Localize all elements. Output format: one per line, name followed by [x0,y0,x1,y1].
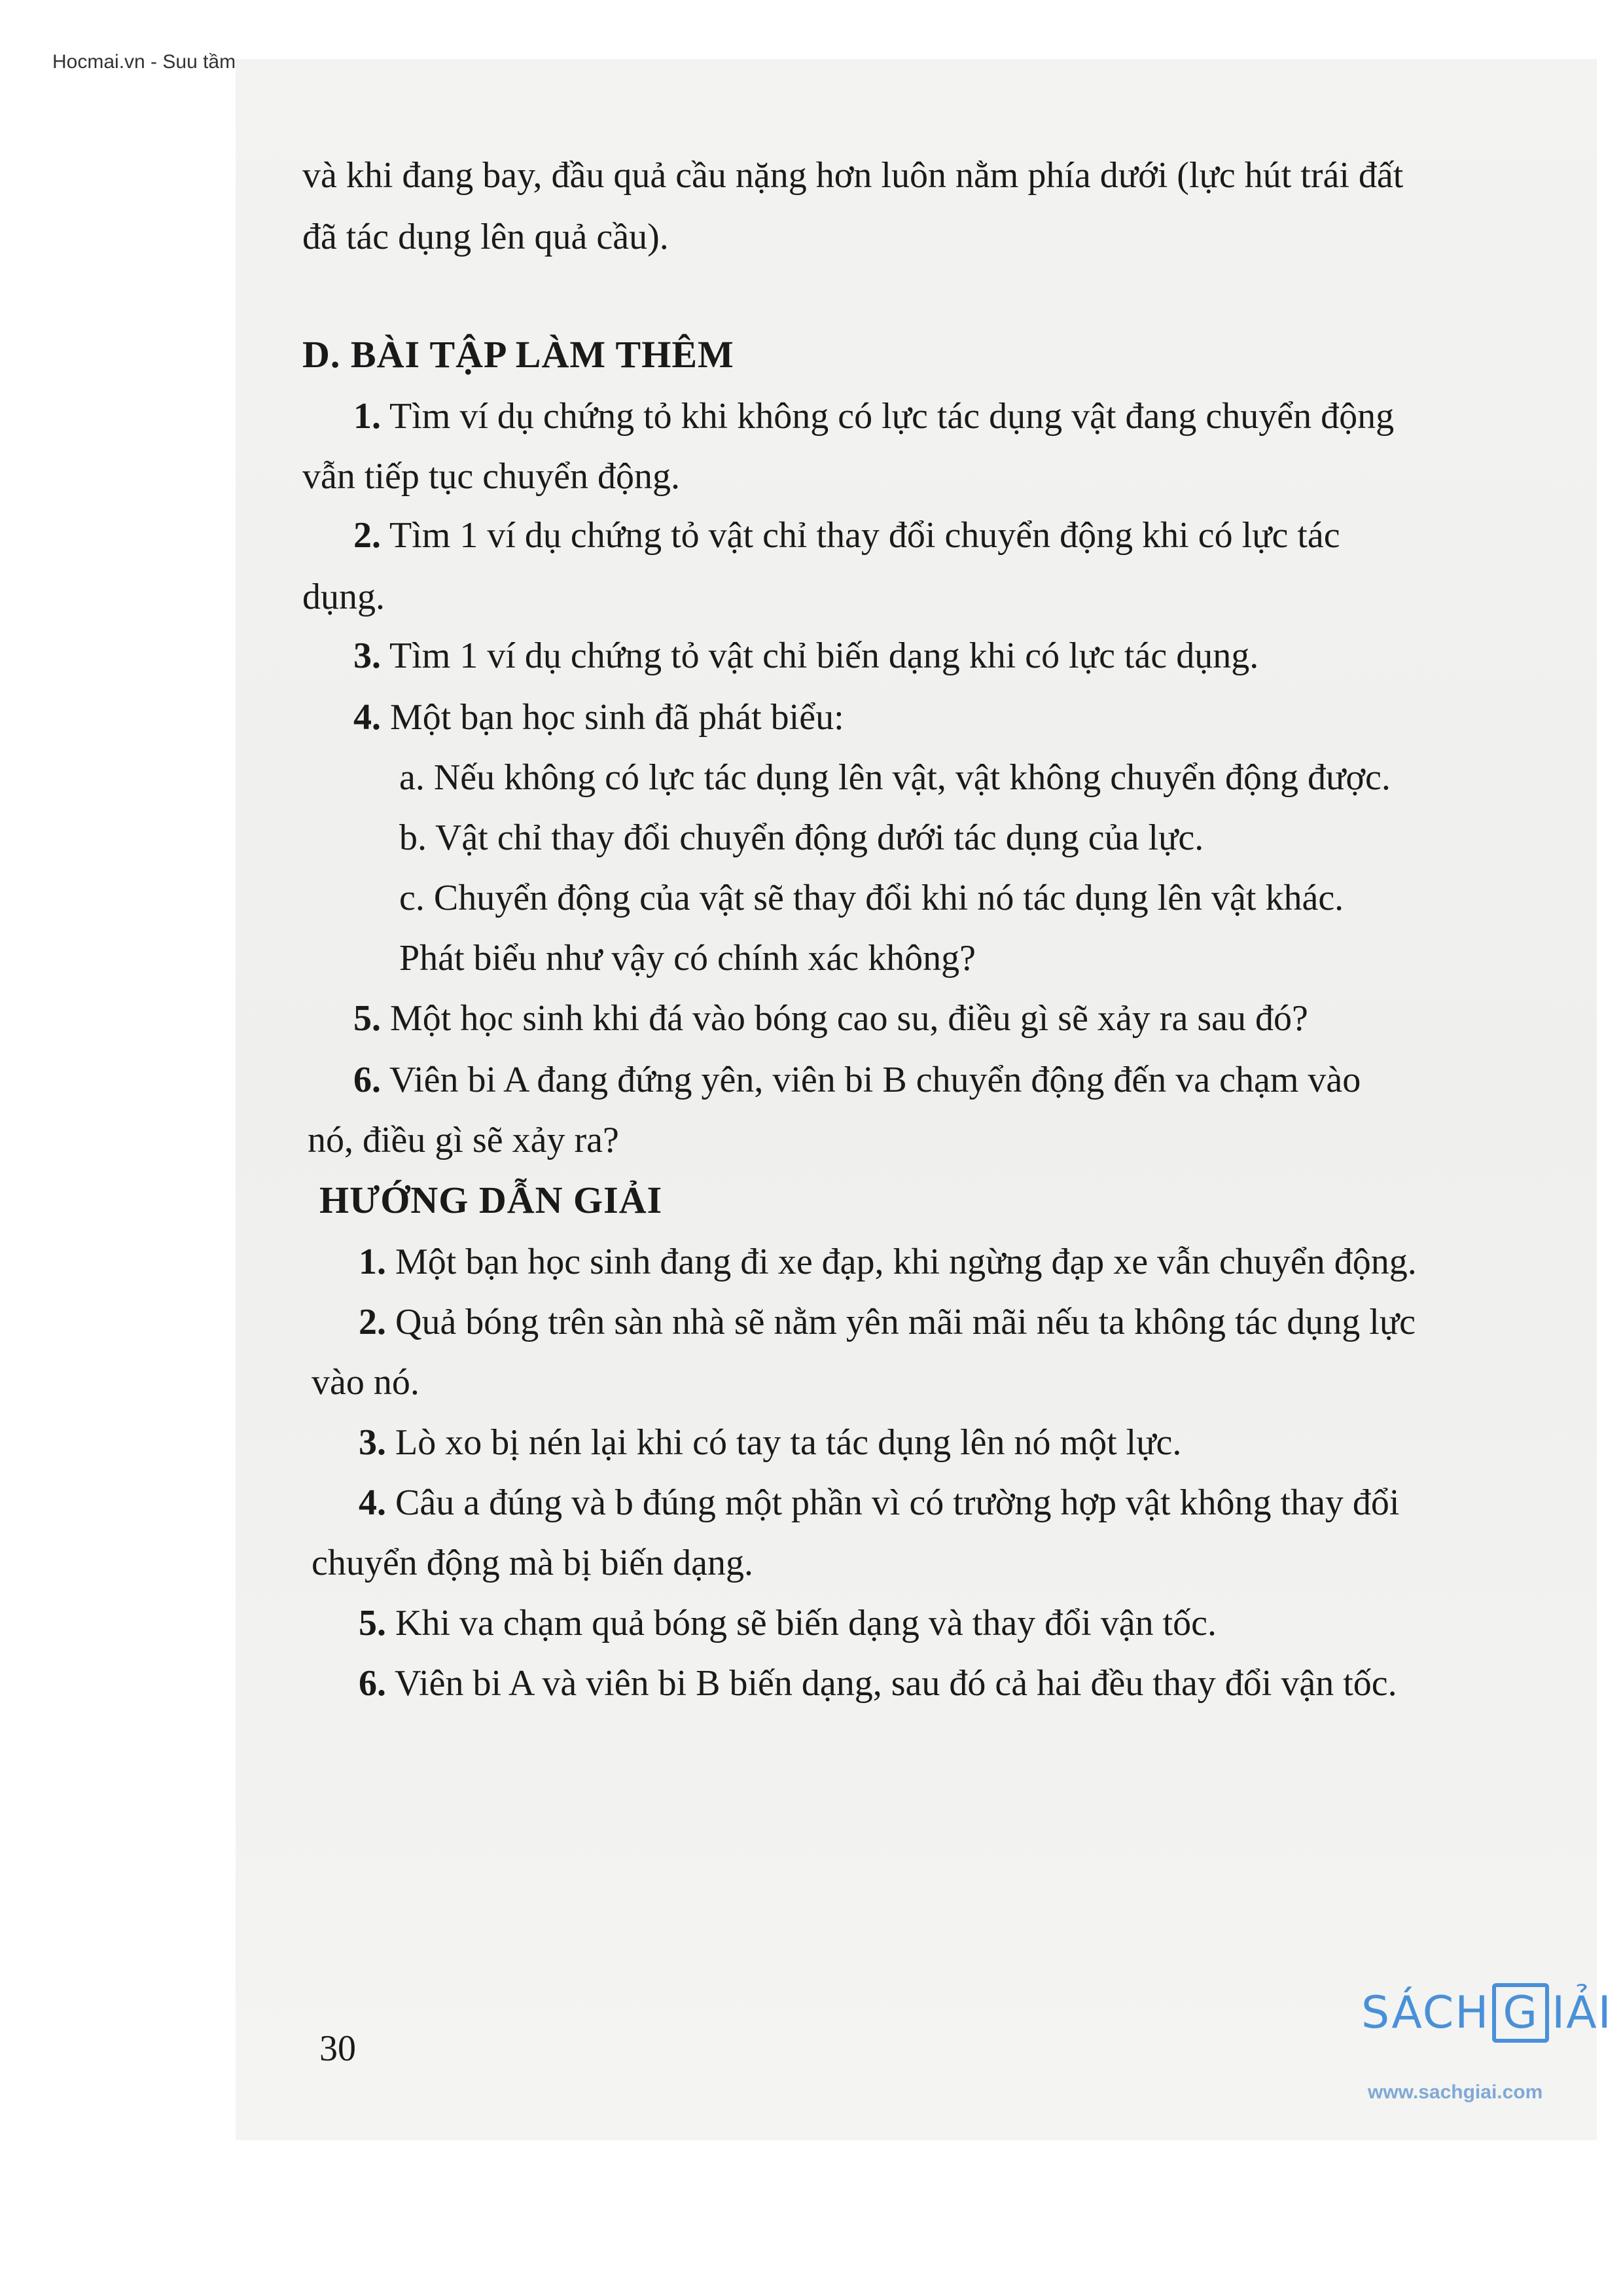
exercise-number: 2. [353,515,381,556]
exercise-4-option-b: b. Vật chỉ thay đổi chuyển động dưới tác dụng của lực. [399,817,1204,858]
logo-part-1: SÁCH [1361,1987,1490,2039]
exercise-5 [353,997,1623,1039]
answer-5 [359,1602,1623,1644]
logo-url: www.sachgiai.com [1368,2081,1543,2103]
page-number: 30 [319,2028,356,2069]
answer-text: Câu a đúng và b đúng một phần vì có trường hợp vật không thay đổi [395,1482,1400,1523]
answer-text: Lò xo bị nén lại khi có tay ta tác dụng lên nó một lực. [395,1422,1182,1463]
answer-number: 6. [359,1663,386,1704]
answer-1 [359,1241,1623,1283]
answer-2-line-1 [359,1301,1623,1343]
intro-line-1: và khi đang bay, đầu quả cầu nặng hơn luôn nằm phía dưới (lực hút trái đất [302,155,1404,196]
exercise-1-line-1 [353,395,1623,437]
answer-4-line-2: chuyển động mà bị biến dạng. [312,1543,753,1583]
exercise-number: 1. [353,396,381,437]
exercise-text: Một học sinh khi đá vào bóng cao su, điều gì sẽ xảy ra sau đó? [390,998,1308,1039]
answer-4-line-1 [359,1482,1623,1524]
section-d-title: D. BÀI TẬP LÀM THÊM [302,333,734,376]
exercise-2-line-1 [353,514,1623,556]
exercise-text: Tìm 1 ví dụ chứng tỏ vật chỉ thay đổi chuyển động khi có lực tác [389,515,1340,556]
answer-3 [359,1422,1623,1463]
answer-text: Một bạn học sinh đang đi xe đạp, khi ngừng đạp xe vẫn chuyển động. [395,1242,1417,1282]
logo-part-3: IẢI [1552,1987,1613,2039]
intro-line-2: đã tác dụng lên quả cầu). [302,217,669,257]
sachgiai-logo [1361,1983,1613,2108]
answer-number: 4. [359,1482,386,1523]
answer-number: 1. [359,1242,386,1282]
exercise-4 [353,696,1623,738]
exercise-1-line-2: vẫn tiếp tục chuyển động. [302,456,680,497]
exercise-2-line-2: dụng. [302,577,385,617]
exercise-6-line-1 [353,1059,1623,1101]
exercise-text: Một bạn học sinh đã phát biểu: [390,697,844,738]
exercise-3 [353,635,1623,677]
answer-2-line-2: vào nó. [312,1362,419,1403]
exercise-4-option-c: c. Chuyển động của vật sẽ thay đổi khi nó tác dụng lên vật khác. [399,878,1344,918]
source-watermark: Hocmai.vn - Suu tầm [52,51,236,73]
guide-title: HƯỚNG DẪN GIẢI [319,1179,663,1221]
answer-text: Quả bóng trên sàn nhà sẽ nằm yên mãi mãi nếu ta không tác dụng lực [395,1302,1416,1342]
exercise-text: Tìm 1 ví dụ chứng tỏ vật chỉ biến dạng khi có lực tác dụng. [389,636,1259,676]
answer-number: 2. [359,1302,386,1342]
exercise-number: 4. [353,697,381,738]
logo-wordmark [1361,1983,1613,2043]
exercise-number: 6. [353,1060,381,1100]
exercise-number: 3. [353,636,381,676]
answer-text: Viên bi A và viên bi B biến dạng, sau đó cả hai đều thay đổi vận tốc. [395,1663,1397,1704]
logo-g-box: G [1492,1983,1549,2043]
exercise-4-question: Phát biểu như vậy có chính xác không? [399,938,976,978]
answer-text: Khi va chạm quả bóng sẽ biến dạng và thay đổi vận tốc. [395,1603,1217,1643]
exercise-4-option-a: a. Nếu không có lực tác dụng lên vật, vật không chuyển động được. [399,757,1391,798]
exercise-number: 5. [353,998,381,1039]
exercise-text: Viên bi A đang đứng yên, viên bi B chuyển động đến va chạm vào [389,1060,1361,1100]
answer-number: 3. [359,1422,386,1463]
answer-6 [359,1662,1623,1704]
exercise-text: Tìm ví dụ chứng tỏ khi không có lực tác dụng vật đang chuyển động [389,396,1395,437]
exercise-6-line-2: nó, điều gì sẽ xảy ra? [308,1120,619,1160]
answer-number: 5. [359,1603,386,1643]
